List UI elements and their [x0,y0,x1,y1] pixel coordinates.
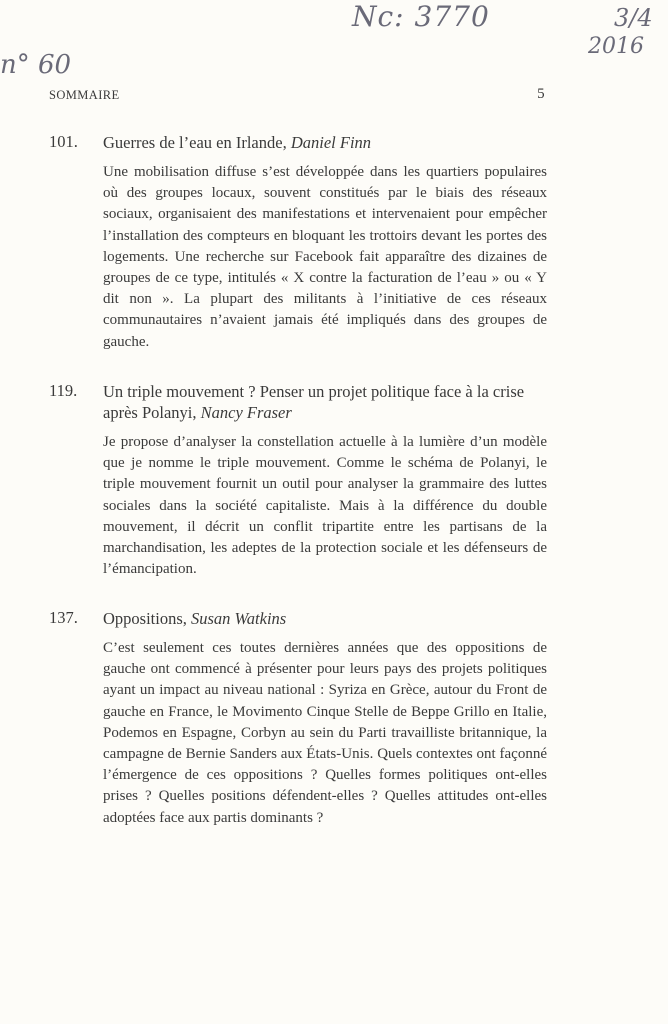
handwritten-year: 2016 [588,34,644,59]
handwritten-fraction: 3/4 [614,4,653,32]
toc-entry [49,608,547,829]
entry-page-number: 119. [49,381,78,400]
entry-title-text: Un triple mouvement ? Penser un projet politique face à la crise après Polanyi, [103,382,525,422]
entry-author: Susan Watkins [191,609,287,628]
entry-page-number: 101. [49,132,78,151]
entry-title-text: Oppositions, [103,609,187,628]
handwritten-catalog-number: Nc: 3770 [352,0,490,33]
entry-title [103,381,547,423]
entry-title-text: Guerres de l’eau en Irlande, [103,133,287,152]
section-title: SOMMAIRE [49,88,120,102]
entry-abstract: C’est seulement ces toutes dernières années que des oppositions de gauche ont commencé à présenter pour leurs pays des projets politiques ayant un impact au niveau national : Syriza en Grèce, autour du Front de gauche en France, le Movimento Cinque Stelle de Beppe Grillo en Italie, Podemos en Espagne, Corbyn au sein du Parti travailliste britannique, la campagne de Bernie Sanders aux États-Unis. Quels contextes ont façonné l’émergence de ces oppositions ? Quelles formes politiques ont-elles prises ? Quelles positions défendent-elles ? Quelles attitudes ont-elles adoptées face aux partis dominants ? [103,640,547,826]
entry-title [103,132,547,153]
page-number: 5 [537,86,545,102]
entry-author: Nancy Fraser [200,403,292,422]
entry-abstract: Je propose d’analyser la constellation actuelle à la lumière d’un modèle que je nomme le triple mouvement. Comme le schéma de Polanyi, le triple mouvement fournit un outil pour analyser la grammaire des luttes sociales dans la société capitaliste. Mais à la différence du double mouvement, il décrit un conflit tripartite entre les partisans de la marchandisation, les adeptes de la protection sociale et les défenseurs de l’émancipation. [103,434,547,578]
running-head [49,88,545,103]
toc-entry [49,132,547,353]
handwritten-issue-number: n° 60 [0,50,72,80]
toc-entry [49,381,547,580]
entry-author: Daniel Finn [290,133,372,152]
entry-page-number: 137. [49,608,78,627]
entry-abstract: Une mobilisation diffuse s’est développée dans les quartiers populaires où des groupes locaux, souvent constitués par le biais des réseaux sociaux, organisaient des manifestations et intervenaient pour empêcher l’installation des compteurs en bloquant les trottoirs devant les portes des logements. Une recherche sur Facebook fait apparaître des dizaines de groupes de ce type, intitulés « X contre la facturation de l’eau » ou « Y dit non ». La plupart des militants à l’initiative de ces réseaux communautaires n’avaient jamais été impliqués dans des groupes de gauche. [103,164,547,350]
entry-title [103,608,547,629]
